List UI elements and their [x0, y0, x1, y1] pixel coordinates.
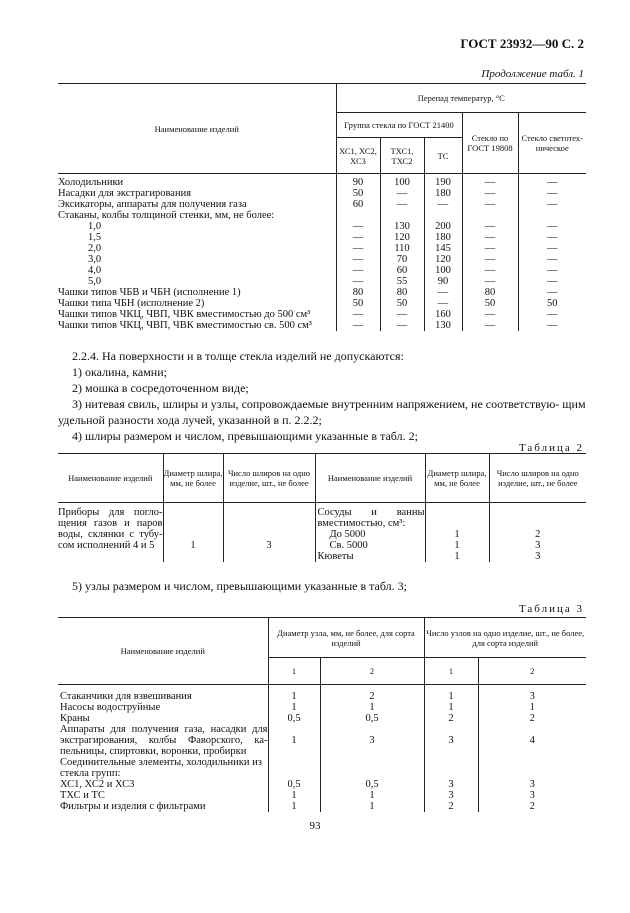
table-row	[58, 702, 586, 713]
t1-head-tc: ТС	[424, 138, 462, 174]
t1-row-xc: —	[336, 221, 380, 232]
t1-row-tc: 130	[424, 320, 462, 331]
table-1	[58, 83, 586, 331]
t1-row-xc: —	[336, 320, 380, 331]
table-row	[58, 276, 586, 287]
t2-right-count-0	[489, 503, 586, 530]
t1-row-txc: 55	[380, 276, 424, 287]
t1-row-light	[518, 210, 586, 221]
t1-head-temp: Перепад температур, °С	[336, 84, 586, 113]
t3-row-c1: 3	[424, 724, 478, 757]
table3-label: Таблица 3	[518, 603, 584, 615]
t1-row-light: —	[518, 276, 586, 287]
t1-row-tc: 160	[424, 309, 462, 320]
t1-row-light: —	[518, 232, 586, 243]
t1-row-light: —	[518, 188, 586, 199]
t1-row-name: Чашки типов ЧКЦ, ЧВП, ЧВК вместимостью св. 500 см³	[58, 320, 312, 331]
t3-row-name: ХС1, ХС2 и ХС3	[60, 779, 135, 790]
t1-row-light: —	[518, 265, 586, 276]
t3-row-d1: 1	[268, 724, 320, 757]
t3-row-c1	[424, 757, 478, 779]
t3-row-d2: 0,5	[320, 779, 424, 790]
t1-row-gost: —	[462, 221, 518, 232]
t1-row-tc: —	[424, 199, 462, 210]
t3-head-c2: 2	[478, 658, 586, 685]
t1-row-tc: 180	[424, 232, 462, 243]
t1-row-xc: 60	[336, 199, 380, 210]
t1-row-txc: —	[380, 320, 424, 331]
t2-right-diam-3: 1	[425, 551, 489, 562]
t1-row-tc: 120	[424, 254, 462, 265]
t2-right-diam-0	[425, 503, 489, 530]
t3-row-d2	[320, 757, 424, 779]
item-5: 5) узлы размером и числом, превышающими указанные в табл. 3;	[72, 579, 407, 593]
t3-row-name: Стаканчики для взвешивания	[60, 691, 192, 702]
table-row	[58, 232, 586, 243]
t1-row-xc: —	[336, 265, 380, 276]
t1-row-light: —	[518, 254, 586, 265]
t1-row-xc	[336, 210, 380, 221]
item-4: 4) шлиры размером и числом, превышающими указанные в табл. 2;	[72, 429, 418, 443]
t1-row-tc: 200	[424, 221, 462, 232]
t2-head-diam-left: Диаметр шлира, мм, не более	[163, 454, 223, 503]
t2-right-name-3: Кюветы	[315, 551, 425, 562]
table-row	[58, 685, 586, 703]
t3-head-count: Число узлов на одно изделие, шт., не более, для сорта изделий	[424, 618, 586, 658]
t1-head-light: Стекло светотех- ническое	[518, 113, 586, 174]
table-row	[58, 243, 586, 254]
t1-head-group: Группа стекла по ГОСТ 21400	[336, 113, 462, 138]
t2-left-count: 3	[223, 503, 315, 563]
t1-row-name: Холодильники	[58, 177, 124, 188]
item-3: 3) нитевая свиль, шлиры и узлы, сопровождаемые внутренним напряжением, не соответствую- щим удельной разности хода лучей, указанной в п. 2.2.2;	[58, 397, 586, 427]
t3-row-c1: 1	[424, 702, 478, 713]
t1-row-light: —	[518, 309, 586, 320]
t1-row-name: 3,0	[88, 254, 102, 265]
t3-row-d2: 1	[320, 702, 424, 713]
t1-row-tc: —	[424, 287, 462, 298]
t3-row-d1: 1	[268, 790, 320, 801]
t3-row-name: Аппараты для получения газа, насадки для экстрагирования, колбы Фаворского, ка- пельницы, спиртовки, воронки, пробирки	[60, 724, 268, 757]
table1-continuation: Продолжение табл. 1	[481, 68, 584, 80]
t1-row-tc: 100	[424, 265, 462, 276]
t1-row-xc: —	[336, 243, 380, 254]
table-3	[58, 617, 586, 812]
table-row	[58, 757, 586, 779]
t3-head-d2: 2	[320, 658, 424, 685]
t1-row-tc: 190	[424, 174, 462, 189]
t3-row-name: Фильтры и изделия с фильтрами	[60, 801, 206, 812]
t2-left-diam: 1	[163, 503, 223, 563]
t1-row-name: Стаканы, колбы толщиной стенки, мм, не более:	[58, 210, 275, 221]
table-row	[58, 287, 586, 298]
table-row	[58, 713, 586, 724]
table-row	[58, 210, 586, 221]
t3-row-c2: 2	[478, 713, 586, 724]
page-number: 93	[309, 820, 321, 832]
t2-right-name-0: Сосуды и ванны вместимостью, см³:	[315, 503, 425, 530]
t1-row-name: Чашки типов ЧКЦ, ЧВП, ЧВК вместимостью до 500 см³	[58, 309, 311, 320]
t3-row-name: Насосы водоструйные	[60, 702, 161, 713]
t2-head-name-right: Наименование изделий	[315, 454, 425, 503]
t3-row-c2: 3	[478, 790, 586, 801]
t2-right-diam-2: 1	[425, 540, 489, 551]
t3-row-c2: 3	[478, 685, 586, 703]
table2-label: Таблица 2	[518, 442, 584, 454]
t1-row-light: —	[518, 320, 586, 331]
table-row	[58, 188, 586, 199]
t1-row-txc: 100	[380, 174, 424, 189]
t1-head-name: Наименование изделий	[154, 123, 239, 134]
t3-row-d2: 1	[320, 790, 424, 801]
t3-head-c1: 1	[424, 658, 478, 685]
t1-row-xc: —	[336, 254, 380, 265]
table-row	[58, 221, 586, 232]
t1-row-txc: 120	[380, 232, 424, 243]
table-row	[58, 801, 586, 812]
t1-row-xc: —	[336, 309, 380, 320]
t1-row-txc: 110	[380, 243, 424, 254]
table-row	[58, 309, 586, 320]
t1-row-xc: 80	[336, 287, 380, 298]
t3-row-d2: 1	[320, 801, 424, 812]
t1-row-name: Чашки типа ЧБН (исполнение 2)	[58, 298, 205, 309]
t3-head-diam: Диаметр узла, мм, не более, для сорта изделий	[268, 618, 424, 658]
item-1: 1) окалина, камни;	[72, 365, 167, 379]
t2-head-name-left: Наименование изделий	[68, 473, 153, 483]
t3-head-name: Наименование изделий	[120, 646, 205, 656]
t1-row-tc: 145	[424, 243, 462, 254]
t3-row-c2: 1	[478, 702, 586, 713]
table-row	[58, 320, 586, 331]
t1-row-name: 4,0	[88, 265, 102, 276]
t2-head-diam-right: Диаметр шлира, мм, не более	[425, 454, 489, 503]
table-row	[58, 199, 586, 210]
t1-row-gost: —	[462, 320, 518, 331]
t1-row-tc	[424, 210, 462, 221]
t1-row-gost: —	[462, 276, 518, 287]
t1-row-xc: —	[336, 276, 380, 287]
t1-row-xc: 50	[336, 188, 380, 199]
t2-right-count-1: 2	[489, 529, 586, 540]
t1-row-gost: —	[462, 174, 518, 189]
t3-row-c1: 2	[424, 801, 478, 812]
t1-row-name: Чашки типов ЧБВ и ЧБН (исполнение 1)	[58, 287, 241, 298]
table-row	[58, 298, 586, 309]
t3-row-d2: 2	[320, 685, 424, 703]
t1-row-gost: —	[462, 232, 518, 243]
t1-head-gost: Стекло по ГОСТ 19808	[462, 113, 518, 174]
t1-row-txc: —	[380, 188, 424, 199]
t1-row-light: 50	[518, 298, 586, 309]
t2-right-count-2: 3	[489, 540, 586, 551]
t2-left-name: Приборы для погло- щения газов и паров воды, склянки с тубу- сом исполнений 4 и 5	[58, 507, 163, 551]
t3-row-d1: 1	[268, 702, 320, 713]
t1-row-gost: —	[462, 199, 518, 210]
t3-row-c2	[478, 757, 586, 779]
t2-right-name-1: До 5000	[315, 529, 425, 540]
t2-right-diam-1: 1	[425, 529, 489, 540]
t1-row-gost	[462, 210, 518, 221]
t1-row-name: 1,0	[88, 221, 102, 232]
t3-row-d2: 3	[320, 724, 424, 757]
table-row	[58, 724, 586, 757]
t3-row-c2: 4	[478, 724, 586, 757]
t3-row-d1: 1	[268, 685, 320, 703]
t1-row-gost: 50	[462, 298, 518, 309]
t1-row-name: Эксикаторы, аппараты для получения газа	[58, 199, 247, 210]
t1-row-tc: 180	[424, 188, 462, 199]
t3-row-name: Соединительные элементы, холодильники из стекла групп:	[60, 757, 262, 779]
t1-row-txc: 130	[380, 221, 424, 232]
t3-row-name: ТХС и ТС	[60, 790, 105, 801]
t1-row-name: 2,0	[88, 243, 102, 254]
t1-row-light: —	[518, 287, 586, 298]
para-2-2-4: 2.2.4. На поверхности и в толще стекла изделий не допускаются:	[72, 349, 404, 363]
t1-row-txc: 70	[380, 254, 424, 265]
t1-row-tc: —	[424, 298, 462, 309]
t3-row-d1: 0,5	[268, 713, 320, 724]
t1-row-gost: —	[462, 243, 518, 254]
t1-row-light: —	[518, 243, 586, 254]
t1-row-tc: 90	[424, 276, 462, 287]
t1-row-gost: —	[462, 254, 518, 265]
t2-head-count-right: Число шлиров на одно изделие, шт., не более	[489, 454, 586, 503]
t1-row-xc: 50	[336, 298, 380, 309]
table-2	[58, 453, 586, 562]
t3-row-c1: 2	[424, 713, 478, 724]
t1-row-txc	[380, 210, 424, 221]
t1-row-name: Насадки для экстрагирования	[58, 188, 192, 199]
t2-right-name-2: Св. 5000	[315, 540, 425, 551]
t3-row-c1: 1	[424, 685, 478, 703]
t3-row-d2: 0,5	[320, 713, 424, 724]
table-row	[58, 265, 586, 276]
t3-row-d1: 0,5	[268, 779, 320, 790]
t1-row-gost: 80	[462, 287, 518, 298]
t3-row-c1: 3	[424, 790, 478, 801]
t3-row-name: Краны	[60, 713, 90, 724]
t1-row-txc: —	[380, 199, 424, 210]
t1-head-xc: ХС1, ХС2, ХС3	[336, 138, 380, 174]
table-row	[58, 790, 586, 801]
table-row	[58, 254, 586, 265]
item-2: 2) мошка в сосредоточенном виде;	[72, 381, 249, 395]
t1-row-xc: —	[336, 232, 380, 243]
t1-row-gost: —	[462, 265, 518, 276]
t1-head-txc: ТХС1, ТХС2	[380, 138, 424, 174]
t1-row-name: 5,0	[88, 276, 102, 287]
t1-row-xc: 90	[336, 174, 380, 189]
t1-row-gost: —	[462, 309, 518, 320]
t3-row-c1: 3	[424, 779, 478, 790]
table-row	[58, 174, 586, 189]
t3-head-d1: 1	[268, 658, 320, 685]
page-header: ГОСТ 23932—90 С. 2	[460, 36, 584, 51]
t1-row-txc: —	[380, 309, 424, 320]
t1-row-light: —	[518, 174, 586, 189]
t3-row-d1	[268, 757, 320, 779]
t3-row-d1: 1	[268, 801, 320, 812]
t1-row-light: —	[518, 199, 586, 210]
t3-row-c2: 3	[478, 779, 586, 790]
t3-row-c2: 2	[478, 801, 586, 812]
table-row	[58, 779, 586, 790]
t1-row-light: —	[518, 221, 586, 232]
t1-row-gost: —	[462, 188, 518, 199]
t2-right-count-3: 3	[489, 551, 586, 562]
t1-row-txc: 80	[380, 287, 424, 298]
t1-row-name: 1,5	[88, 232, 102, 243]
t1-row-txc: 50	[380, 298, 424, 309]
t2-head-count-left: Число шлиров на одно изделие, шт., не более	[223, 454, 315, 503]
t1-row-txc: 60	[380, 265, 424, 276]
